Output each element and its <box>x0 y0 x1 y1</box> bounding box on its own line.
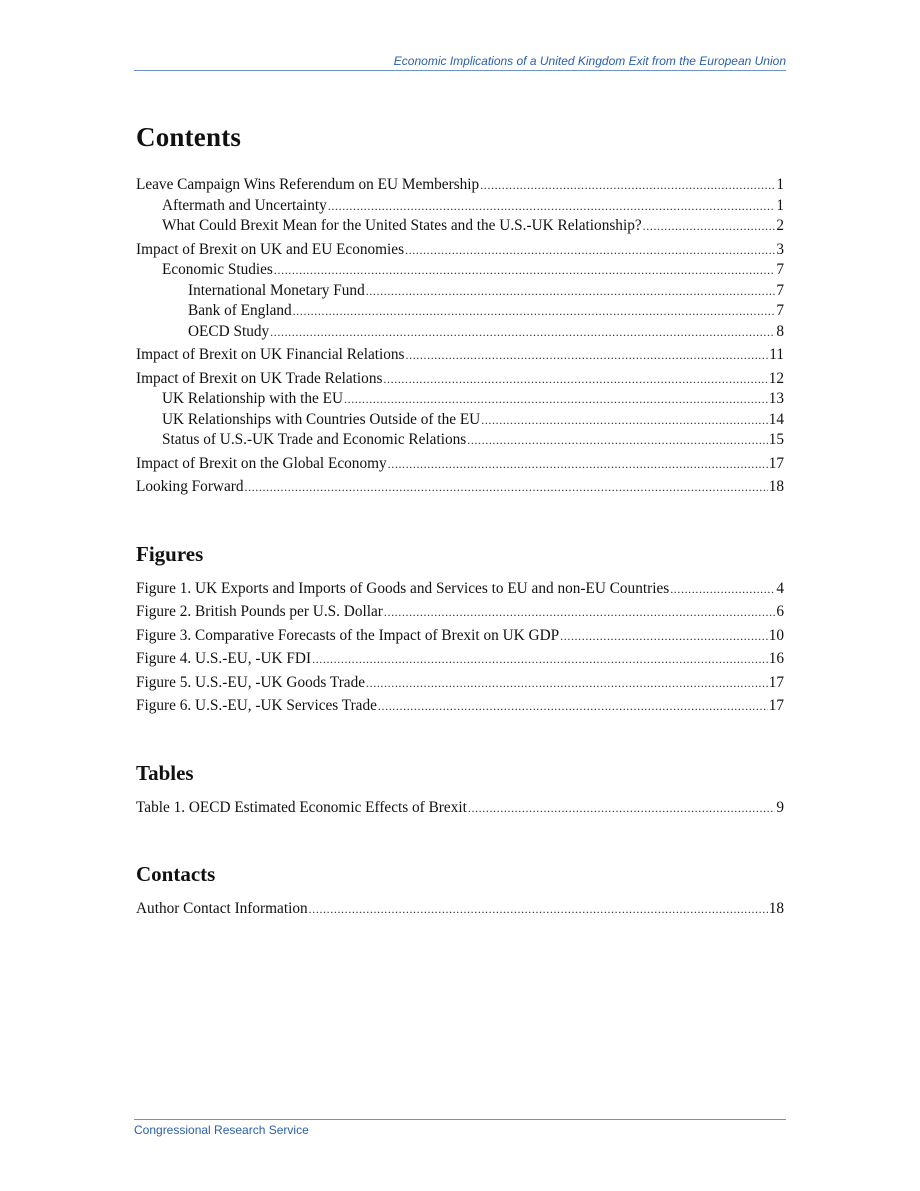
table-entry[interactable]: Table 1. OECD Estimated Economic Effects of Brexit ..... 9 <box>136 798 784 819</box>
contents-heading: Contents <box>136 122 242 152</box>
contacts-list <box>136 899 784 920</box>
figure-entry[interactable]: Figure 6. U.S.-EU, -UK Services Trade ..... 17 <box>136 696 784 717</box>
toc-entry[interactable]: UK Relationships with Countries Outside of the EU ..... 14 <box>136 410 784 431</box>
toc-entry[interactable]: OECD Study ..... 8 <box>136 322 784 343</box>
toc-entry[interactable]: Bank of England ..... 7 <box>136 301 784 322</box>
figure-entry[interactable]: Figure 3. Comparative Forecasts of the Impact of Brexit on UK GDP ..... 10 <box>136 626 784 647</box>
figure-entry[interactable]: Figure 4. U.S.-EU, -UK FDI ..... 16 <box>136 649 784 670</box>
figure-entry[interactable]: Figure 2. British Pounds per U.S. Dollar ..... 6 <box>136 602 784 623</box>
contents-list <box>136 175 784 498</box>
page-content <box>136 122 784 920</box>
figure-entry[interactable]: Figure 1. UK Exports and Imports of Goods and Services to EU and non-EU Countries ..... 4 <box>136 579 784 600</box>
toc-entry[interactable]: Looking Forward ..... 18 <box>136 477 784 498</box>
contacts-heading: Contacts <box>136 862 216 886</box>
toc-entry[interactable]: UK Relationship with the EU ..... 13 <box>136 389 784 410</box>
figures-section <box>136 542 784 717</box>
toc-entry[interactable]: Impact of Brexit on UK and EU Economies ..... 3 <box>136 240 784 261</box>
toc-entry[interactable]: Aftermath and Uncertainty ..... 1 <box>136 196 784 217</box>
tables-section <box>136 761 784 819</box>
running-header <box>134 54 786 71</box>
figure-entry[interactable]: Figure 5. U.S.-EU, -UK Goods Trade ..... 17 <box>136 673 784 694</box>
toc-entry[interactable]: Leave Campaign Wins Referendum on EU Membership ..... 1 <box>136 175 784 196</box>
contacts-section <box>136 862 784 920</box>
toc-entry[interactable]: Impact of Brexit on the Global Economy ..... 17 <box>136 454 784 475</box>
contents-section <box>136 122 784 498</box>
toc-entry[interactable]: International Monetary Fund ..... 7 <box>136 281 784 302</box>
tables-heading: Tables <box>136 760 194 785</box>
footer-source: Congressional Research Service <box>134 1123 309 1137</box>
toc-entry[interactable]: Economic Studies ..... 7 <box>136 260 784 281</box>
running-footer <box>134 1119 786 1137</box>
toc-entry[interactable]: Status of U.S.-UK Trade and Economic Relations ..... 15 <box>136 430 784 451</box>
tables-list <box>136 798 784 819</box>
toc-entry[interactable]: Impact of Brexit on UK Trade Relations ..... 12 <box>136 369 784 390</box>
running-title: Economic Implications of a United Kingdom Exit from the European Union <box>393 54 786 68</box>
figures-list <box>136 579 784 717</box>
figures-heading: Figures <box>136 541 204 566</box>
toc-entry[interactable]: What Could Brexit Mean for the United States and the U.S.-UK Relationship? ..... 2 <box>136 216 784 237</box>
toc-entry[interactable]: Impact of Brexit on UK Financial Relations ..... 11 <box>136 345 784 366</box>
contact-entry[interactable]: Author Contact Information ..... 18 <box>136 899 784 920</box>
